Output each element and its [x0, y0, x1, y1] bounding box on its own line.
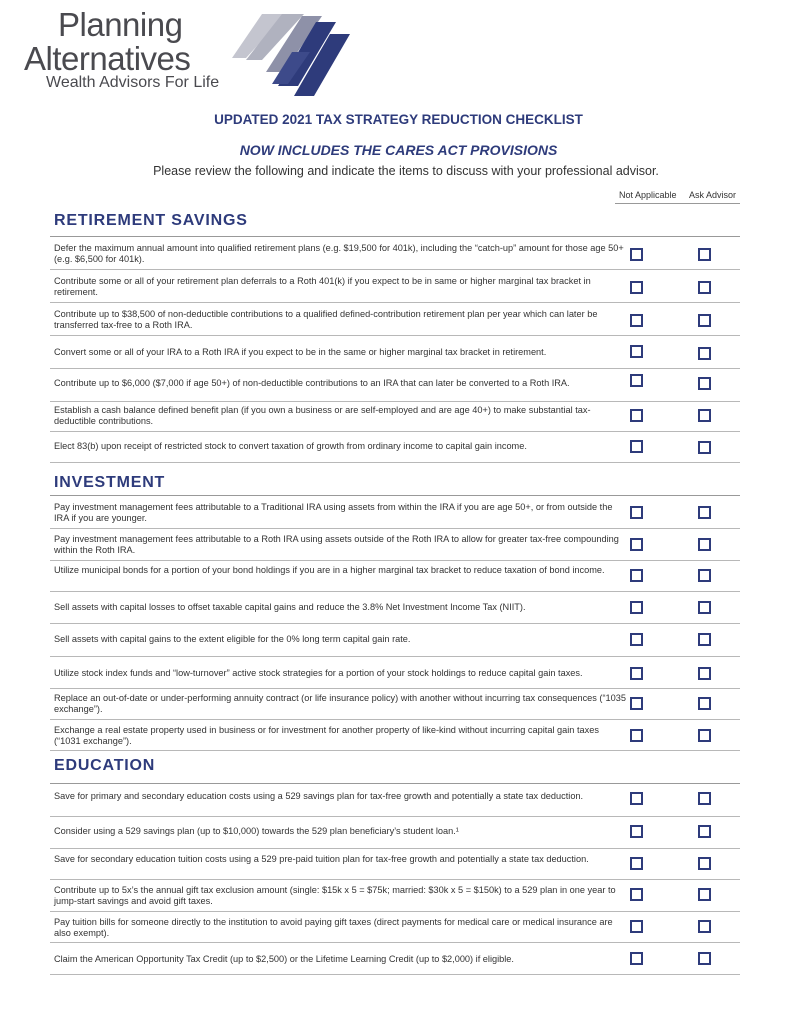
checklist-item-text: Defer the maximum annual amount into qualified retirement plans (e.g. $19,500 for 401k), including the “catch-up” amount for those age 50+ (e.g. $6,500 for 401k).: [54, 243, 624, 264]
not-applicable-checkbox[interactable]: [630, 697, 643, 710]
checklist-item-text: Contribute some or all of your retirement plan deferrals to a Roth 401(k) if you expect to be in same or higher marginal tax bracket in retirement.: [54, 276, 591, 297]
ask-advisor-checkbox[interactable]: [698, 347, 711, 360]
checklist-item-text: Contribute up to $6,000 ($7,000 if age 50+) of non-deductible contributions to an IRA that can later be converted to a Roth IRA.: [54, 378, 570, 388]
not-applicable-checkbox[interactable]: [630, 374, 643, 387]
not-applicable-checkbox[interactable]: [630, 825, 643, 838]
checklist-row: [50, 720, 740, 751]
ask-advisor-checkbox[interactable]: [698, 825, 711, 838]
column-header-ask-advisor: Ask Advisor: [689, 190, 737, 200]
not-applicable-checkbox[interactable]: [630, 729, 643, 742]
ask-advisor-checkbox[interactable]: [698, 506, 711, 519]
not-applicable-checkbox[interactable]: [630, 440, 643, 453]
not-applicable-checkbox[interactable]: [630, 314, 643, 327]
checklist-item-text: Pay investment management fees attributable to a Roth IRA using assets outside of the Roth IRA to allow for greater tax-free compounding within the Roth IRA.: [54, 534, 619, 555]
not-applicable-checkbox[interactable]: [630, 506, 643, 519]
checklist-row: [50, 561, 740, 592]
checklist-item-text: Elect 83(b) upon receipt of restricted stock to convert taxation of growth from ordinary income to capital gain income.: [54, 441, 527, 451]
company-logo: [24, 4, 354, 96]
not-applicable-checkbox[interactable]: [630, 792, 643, 805]
not-applicable-checkbox[interactable]: [630, 538, 643, 551]
document-subtitle: NOW INCLUDES THE CARES ACT PROVISIONS: [239, 142, 558, 158]
ask-advisor-checkbox[interactable]: [698, 409, 711, 422]
checklist-row: [50, 912, 740, 943]
checklist-item-text: Replace an out-of-date or under-performing annuity contract (or life insurance policy) with another without incurring tax consequences (“1035 exchange”).: [54, 693, 626, 714]
checklist-item-text: Convert some or all of your IRA to a Roth IRA if you expect to be in the same or higher marginal tax bracket in retirement.: [54, 347, 547, 357]
not-applicable-checkbox[interactable]: [630, 857, 643, 870]
column-header-divider: [615, 203, 740, 204]
section-title-investment: INVESTMENT: [54, 474, 166, 491]
checklist-item-text: Contribute up to 5x’s the annual gift tax exclusion amount (single: $15k x 5 = $75k; married: $30k x 5 = $150k) to a 529 plan in one year to jump-start savings and avoid gift taxes.: [54, 885, 616, 906]
ask-advisor-checkbox[interactable]: [698, 538, 711, 551]
checklist-row: [50, 689, 740, 720]
not-applicable-checkbox[interactable]: [630, 569, 643, 582]
checklist-row: [50, 369, 740, 402]
checklist-item-text: Sell assets with capital losses to offset taxable capital gains and reduce the 3.8% Net Investment Income Tax (NIIT).: [54, 602, 526, 612]
checklist-row: [50, 402, 740, 432]
checklist-row: [50, 336, 740, 369]
checklist-item-text: Claim the American Opportunity Tax Credit (up to $2,500) or the Lifetime Learning Credit (up to $2,000) if eligible.: [54, 954, 514, 964]
ask-advisor-checkbox[interactable]: [698, 281, 711, 294]
document-title: UPDATED 2021 TAX STRATEGY REDUCTION CHECKLIST: [214, 112, 583, 127]
checklist-row: [50, 943, 740, 975]
checklist-item-text: Save for secondary education tuition costs using a 529 pre-paid tuition plan for tax-free growth and potentially a state tax deduction.: [54, 854, 589, 864]
checklist-item-text: Utilize municipal bonds for a portion of your bond holdings if you are in a higher marginal tax bracket to reduce taxation of bond income.: [54, 565, 605, 575]
instructions-text: Please review the following and indicate the items to discuss with your professional advisor.: [153, 164, 659, 178]
not-applicable-checkbox[interactable]: [630, 667, 643, 680]
not-applicable-checkbox[interactable]: [630, 633, 643, 646]
checklist-item-text: Save for primary and secondary education costs using a 529 savings plan for tax-free growth and potentially a state tax deduction.: [54, 791, 584, 801]
section-title-education: EDUCATION: [54, 757, 156, 774]
checklist-row: [50, 784, 740, 817]
ask-advisor-checkbox[interactable]: [698, 601, 711, 614]
checklist-row: [50, 592, 740, 624]
checklist-row: [50, 529, 740, 561]
logo-wordmark-line2: Alternatives: [24, 40, 191, 77]
checklist-item-text: Pay investment management fees attributable to a Traditional IRA using assets from within the IRA if you are age 50+, or from outside the IRA if you are younger.: [54, 502, 613, 523]
ask-advisor-checkbox[interactable]: [698, 792, 711, 805]
logo-tagline: Wealth Advisors For Life: [46, 74, 220, 91]
checklist-row: [50, 657, 740, 689]
ask-advisor-checkbox[interactable]: [698, 377, 711, 390]
column-header-not-applicable: Not Applicable: [619, 190, 677, 200]
checklist-item-text: Exchange a real estate property used in business or for investment for another property of like-kind without incurring capital gain taxes (“1031 exchange”).: [54, 725, 599, 746]
ask-advisor-checkbox[interactable]: [698, 952, 711, 965]
not-applicable-checkbox[interactable]: [630, 952, 643, 965]
ask-advisor-checkbox[interactable]: [698, 441, 711, 454]
ask-advisor-checkbox[interactable]: [698, 633, 711, 646]
checklist-item-text: Utilize stock index funds and “low-turnover” active stock strategies for a portion of your stock holdings to reduce capital gain taxes.: [54, 668, 583, 678]
checklist-item-text: Contribute up to $38,500 of non-deductible contributions to a qualified defined-contribution retirement plan per year which can later be transferred tax-free to a Roth IRA.: [54, 309, 598, 330]
checklist-item-text: Sell assets with capital gains to the extent eligible for the 0% long term capital gain rate.: [54, 634, 411, 644]
ask-advisor-checkbox[interactable]: [698, 920, 711, 933]
not-applicable-checkbox[interactable]: [630, 920, 643, 933]
checklist-item-text: Consider using a 529 savings plan (up to $10,000) towards the 529 plan beneficiary’s student loan.¹: [54, 826, 459, 836]
checklist-row: [50, 496, 740, 529]
logo-wordmark-line1: Planning: [58, 6, 183, 43]
checklist-row: [50, 624, 740, 657]
checklist-item-text: Pay tuition bills for someone directly to the institution to avoid paying gift taxes (direct payments for medical care or medical insurance are also exempt).: [54, 917, 613, 938]
ask-advisor-checkbox[interactable]: [698, 314, 711, 327]
checklist-row: [50, 849, 740, 880]
checklist-row: [50, 270, 740, 303]
checklist-row: [50, 303, 740, 336]
ask-advisor-checkbox[interactable]: [698, 729, 711, 742]
not-applicable-checkbox[interactable]: [630, 601, 643, 614]
not-applicable-checkbox[interactable]: [630, 248, 643, 261]
not-applicable-checkbox[interactable]: [630, 281, 643, 294]
checklist-row: [50, 432, 740, 463]
ask-advisor-checkbox[interactable]: [698, 888, 711, 901]
checklist-row: [50, 237, 740, 270]
ask-advisor-checkbox[interactable]: [698, 697, 711, 710]
not-applicable-checkbox[interactable]: [630, 888, 643, 901]
ask-advisor-checkbox[interactable]: [698, 248, 711, 261]
ask-advisor-checkbox[interactable]: [698, 569, 711, 582]
not-applicable-checkbox[interactable]: [630, 345, 643, 358]
ask-advisor-checkbox[interactable]: [698, 857, 711, 870]
checklist-row: [50, 880, 740, 912]
ask-advisor-checkbox[interactable]: [698, 667, 711, 680]
checklist-row: [50, 817, 740, 849]
checklist-item-text: Establish a cash balance defined benefit plan (if you own a business or are self-employed and are age 40+) to make substantial tax-deductible contributions.: [54, 405, 591, 426]
section-title-retirement-savings: RETIREMENT SAVINGS: [54, 212, 248, 229]
not-applicable-checkbox[interactable]: [630, 409, 643, 422]
logo-chevron-icon: [232, 12, 352, 98]
